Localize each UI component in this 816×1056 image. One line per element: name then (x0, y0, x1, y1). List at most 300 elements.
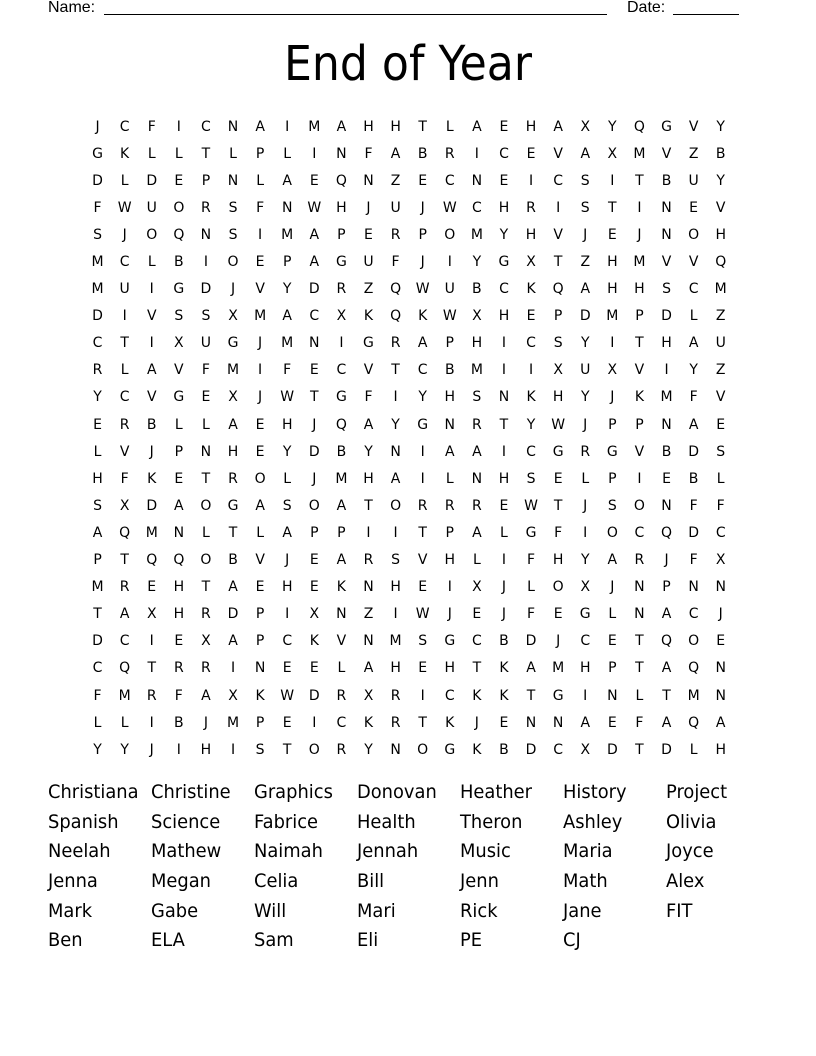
grid-cell[interactable]: I (610, 172, 615, 189)
grid-cell[interactable]: R (201, 199, 211, 216)
grid-cell[interactable]: Q (661, 524, 673, 541)
grid-cell[interactable]: V (688, 254, 699, 271)
grid-cell[interactable]: I (393, 389, 398, 406)
grid-cell[interactable]: P (255, 633, 265, 650)
grid-cell[interactable]: K (499, 687, 509, 704)
grid-cell[interactable]: I (230, 660, 236, 677)
grid-cell[interactable]: A (661, 660, 672, 677)
grid-cell[interactable]: D (308, 281, 320, 298)
grid-cell[interactable]: I (501, 335, 507, 352)
grid-cell[interactable]: I (149, 714, 154, 731)
grid-cell[interactable]: I (285, 118, 290, 135)
grid-cell[interactable]: T (635, 335, 644, 352)
grid-cell[interactable]: A (580, 145, 591, 162)
grid-cell[interactable]: A (92, 524, 103, 541)
grid-cell[interactable]: A (282, 172, 292, 189)
grid-cell[interactable]: W (415, 281, 430, 298)
grid-cell[interactable]: N (254, 660, 266, 677)
grid-cell[interactable]: M (606, 308, 619, 325)
grid-cell[interactable]: F (147, 118, 156, 135)
grid-cell[interactable]: J (285, 552, 290, 569)
grid-cell[interactable]: G (444, 741, 456, 758)
grid-cell[interactable]: E (255, 443, 265, 460)
grid-cell[interactable]: A (174, 497, 184, 514)
grid-cell[interactable]: B (417, 145, 428, 162)
grid-cell[interactable]: L (174, 416, 183, 433)
grid-cell[interactable]: N (336, 606, 347, 623)
grid-cell[interactable]: T (418, 118, 427, 135)
grid-cell[interactable]: H (390, 660, 401, 677)
grid-cell[interactable]: S (472, 389, 482, 406)
grid-cell[interactable]: E (716, 416, 726, 433)
grid-cell[interactable]: C (499, 281, 509, 298)
grid-cell[interactable]: A (228, 633, 238, 650)
grid-cell[interactable]: I (285, 606, 290, 623)
grid-cell[interactable]: L (527, 579, 535, 596)
name-blank-line[interactable] (104, 0, 607, 15)
grid-cell[interactable]: E (309, 579, 319, 596)
grid-cell[interactable]: O (390, 497, 402, 514)
grid-cell[interactable]: Y (391, 416, 400, 433)
grid-cell[interactable]: M (633, 254, 646, 271)
grid-cell[interactable]: E (607, 633, 617, 650)
grid-cell[interactable]: V (417, 552, 428, 569)
grid-cell[interactable]: Y (526, 416, 536, 433)
grid-cell[interactable]: J (501, 579, 507, 596)
grid-cell[interactable]: Z (688, 145, 699, 162)
grid-cell[interactable]: J (718, 606, 723, 623)
grid-cell[interactable]: T (418, 524, 427, 541)
grid-cell[interactable]: C (471, 633, 482, 650)
grid-cell[interactable]: B (174, 254, 184, 271)
grid-cell[interactable]: F (201, 362, 210, 379)
grid-cell[interactable]: W (307, 199, 322, 216)
grid-cell[interactable]: C (119, 633, 130, 650)
grid-cell[interactable]: I (339, 335, 344, 352)
grid-cell[interactable]: U (688, 172, 699, 189)
grid-cell[interactable]: L (689, 741, 698, 758)
grid-cell[interactable]: P (337, 226, 346, 243)
grid-cell[interactable]: H (525, 118, 537, 135)
grid-cell[interactable]: T (228, 524, 238, 541)
grid-cell[interactable]: T (201, 145, 211, 162)
grid-cell[interactable]: I (664, 362, 669, 379)
grid-cell[interactable]: R (336, 687, 347, 704)
grid-cell[interactable]: O (688, 226, 700, 243)
grid-cell[interactable]: G (498, 254, 510, 271)
grid-cell[interactable]: L (337, 660, 346, 677)
grid-cell[interactable]: L (472, 552, 481, 569)
grid-cell[interactable]: O (227, 254, 239, 271)
grid-cell[interactable]: C (444, 172, 455, 189)
grid-cell[interactable]: R (201, 660, 211, 677)
grid-cell[interactable]: B (336, 443, 347, 460)
grid-cell[interactable]: C (444, 687, 455, 704)
grid-cell[interactable]: L (120, 362, 129, 379)
grid-cell[interactable]: S (607, 497, 617, 514)
grid-cell[interactable]: S (580, 199, 590, 216)
grid-cell[interactable]: Y (608, 118, 617, 135)
grid-cell[interactable]: P (445, 524, 454, 541)
grid-cell[interactable]: R (92, 362, 103, 379)
grid-cell[interactable]: S (201, 308, 211, 325)
grid-cell[interactable]: M (226, 362, 240, 379)
grid-cell[interactable]: T (635, 741, 644, 758)
grid-cell[interactable]: X (526, 254, 536, 271)
grid-cell[interactable]: F (689, 497, 698, 514)
grid-cell[interactable]: S (228, 199, 238, 216)
grid-cell[interactable]: T (499, 416, 509, 433)
grid-cell[interactable]: I (203, 254, 208, 271)
grid-cell[interactable]: R (336, 741, 347, 758)
grid-cell[interactable]: O (633, 497, 645, 514)
grid-cell[interactable]: M (687, 687, 700, 704)
grid-cell[interactable]: K (472, 741, 482, 758)
grid-cell[interactable]: E (499, 172, 509, 189)
grid-cell[interactable]: M (118, 687, 131, 704)
grid-cell[interactable]: I (312, 145, 317, 162)
grid-cell[interactable]: M (226, 714, 240, 731)
grid-cell[interactable]: J (474, 714, 479, 731)
grid-cell[interactable]: U (119, 281, 130, 298)
grid-cell[interactable]: R (471, 497, 482, 514)
grid-cell[interactable]: Y (499, 226, 509, 243)
grid-cell[interactable]: T (608, 199, 617, 216)
grid-cell[interactable]: T (635, 633, 644, 650)
grid-cell[interactable]: N (688, 579, 699, 596)
grid-cell[interactable]: D (308, 443, 320, 460)
grid-cell[interactable]: R (390, 335, 401, 352)
grid-cell[interactable]: N (661, 226, 672, 243)
grid-cell[interactable]: A (363, 416, 374, 433)
grid-cell[interactable]: Y (93, 741, 102, 758)
grid-cell[interactable]: H (498, 199, 510, 216)
grid-cell[interactable]: S (391, 552, 401, 569)
grid-cell[interactable]: V (634, 362, 645, 379)
grid-cell[interactable]: H (579, 660, 591, 677)
grid-cell[interactable]: T (472, 660, 482, 677)
grid-cell[interactable]: F (527, 552, 536, 569)
grid-cell[interactable]: J (556, 633, 561, 650)
grid-cell[interactable]: D (308, 687, 320, 704)
grid-cell[interactable]: G (525, 524, 537, 541)
grid-cell[interactable]: Q (390, 308, 402, 325)
grid-cell[interactable]: O (308, 497, 320, 514)
grid-cell[interactable]: C (201, 118, 211, 135)
grid-cell[interactable]: E (607, 226, 617, 243)
grid-cell[interactable]: R (390, 226, 401, 243)
grid-cell[interactable]: H (661, 335, 672, 352)
grid-cell[interactable]: Q (119, 524, 131, 541)
grid-cell[interactable]: N (336, 145, 347, 162)
grid-cell[interactable]: P (282, 254, 292, 271)
grid-cell[interactable]: J (366, 199, 371, 216)
grid-cell[interactable]: M (470, 362, 483, 379)
grid-cell[interactable]: N (227, 172, 239, 189)
grid-cell[interactable]: H (227, 443, 239, 460)
grid-cell[interactable]: C (688, 281, 699, 298)
grid-cell[interactable]: W (442, 199, 457, 216)
grid-cell[interactable]: E (689, 199, 699, 216)
grid-cell[interactable]: H (715, 226, 726, 243)
grid-cell[interactable]: O (308, 741, 320, 758)
grid-cell[interactable]: N (715, 579, 726, 596)
grid-cell[interactable]: U (444, 281, 455, 298)
grid-cell[interactable]: N (471, 470, 483, 487)
grid-cell[interactable]: E (662, 470, 671, 487)
grid-cell[interactable]: X (309, 606, 320, 623)
date-blank-line[interactable] (673, 0, 739, 15)
grid-cell[interactable]: M (281, 335, 294, 352)
grid-cell[interactable]: T (526, 687, 536, 704)
grid-cell[interactable]: I (501, 443, 507, 460)
grid-cell[interactable]: T (201, 579, 211, 596)
grid-cell[interactable]: H (444, 389, 456, 406)
grid-cell[interactable]: M (91, 281, 104, 298)
grid-cell[interactable]: U (715, 335, 726, 352)
grid-cell[interactable]: V (553, 226, 563, 243)
grid-cell[interactable]: N (525, 714, 537, 731)
grid-cell[interactable]: K (634, 389, 645, 406)
grid-cell[interactable]: V (255, 552, 265, 569)
grid-cell[interactable]: J (583, 416, 588, 433)
grid-cell[interactable]: I (556, 199, 561, 216)
grid-cell[interactable]: E (472, 606, 482, 623)
grid-cell[interactable]: W (551, 416, 566, 433)
grid-cell[interactable]: T (553, 254, 563, 271)
grid-cell[interactable]: M (281, 226, 294, 243)
grid-cell[interactable]: M (714, 281, 727, 298)
grid-cell[interactable]: H (363, 118, 374, 135)
grid-cell[interactable]: L (635, 687, 644, 704)
grid-cell[interactable]: O (146, 226, 158, 243)
grid-cell[interactable]: F (256, 199, 265, 216)
grid-cell[interactable]: J (312, 470, 317, 487)
grid-cell[interactable]: C (309, 308, 320, 325)
grid-cell[interactable]: H (471, 335, 483, 352)
grid-cell[interactable]: Q (173, 226, 185, 243)
grid-cell[interactable]: G (552, 687, 564, 704)
grid-cell[interactable]: V (715, 199, 726, 216)
grid-cell[interactable]: Z (580, 254, 591, 271)
grid-cell[interactable]: O (688, 633, 700, 650)
grid-cell[interactable]: U (146, 199, 157, 216)
grid-cell[interactable]: A (607, 552, 618, 569)
grid-cell[interactable]: F (93, 199, 102, 216)
grid-cell[interactable]: B (661, 443, 672, 460)
grid-cell[interactable]: H (281, 416, 293, 433)
grid-cell[interactable]: M (308, 118, 321, 135)
grid-cell[interactable]: S (526, 470, 536, 487)
grid-cell[interactable]: A (309, 254, 320, 271)
grid-cell[interactable]: R (634, 552, 645, 569)
grid-cell[interactable]: I (176, 118, 181, 135)
grid-cell[interactable]: J (610, 389, 615, 406)
grid-cell[interactable]: T (147, 660, 157, 677)
grid-cell[interactable]: N (227, 118, 239, 135)
grid-cell[interactable]: F (716, 497, 725, 514)
grid-cell[interactable]: P (201, 172, 211, 189)
grid-cell[interactable]: Q (390, 281, 402, 298)
grid-cell[interactable]: L (147, 145, 156, 162)
grid-cell[interactable]: D (661, 741, 672, 758)
grid-cell[interactable]: I (258, 362, 263, 379)
grid-cell[interactable]: H (281, 579, 293, 596)
grid-cell[interactable]: I (366, 524, 371, 541)
grid-cell[interactable]: L (202, 416, 210, 433)
grid-cell[interactable]: C (92, 660, 103, 677)
grid-cell[interactable]: Y (282, 443, 292, 460)
grid-cell[interactable]: P (553, 308, 563, 325)
grid-cell[interactable]: Y (418, 389, 427, 406)
grid-cell[interactable]: P (418, 226, 427, 243)
grid-cell[interactable]: C (526, 335, 536, 352)
grid-cell[interactable]: T (120, 552, 129, 569)
grid-cell[interactable]: B (444, 362, 455, 379)
grid-cell[interactable]: Q (119, 660, 131, 677)
grid-cell[interactable]: I (583, 524, 588, 541)
grid-cell[interactable]: Z (363, 281, 374, 298)
grid-cell[interactable]: L (202, 524, 210, 541)
grid-cell[interactable]: C (417, 362, 428, 379)
grid-cell[interactable]: V (715, 389, 726, 406)
grid-cell[interactable]: U (580, 362, 591, 379)
grid-cell[interactable]: X (363, 687, 374, 704)
grid-cell[interactable]: G (661, 118, 672, 135)
grid-cell[interactable]: O (444, 226, 456, 243)
grid-cell[interactable]: L (283, 470, 292, 487)
grid-cell[interactable]: W (415, 606, 430, 623)
grid-cell[interactable]: E (255, 416, 265, 433)
grid-cell[interactable]: E (282, 714, 292, 731)
grid-cell[interactable]: W (524, 497, 538, 514)
grid-cell[interactable]: H (607, 281, 618, 298)
grid-cell[interactable]: Q (335, 172, 347, 189)
grid-cell[interactable]: X (146, 606, 157, 623)
grid-cell[interactable]: T (120, 335, 129, 352)
grid-cell[interactable]: M (389, 633, 402, 650)
grid-cell[interactable]: T (635, 660, 644, 677)
grid-cell[interactable]: W (117, 199, 132, 216)
grid-cell[interactable]: V (336, 633, 347, 650)
grid-cell[interactable]: N (200, 226, 212, 243)
grid-cell[interactable]: V (688, 118, 699, 135)
grid-cell[interactable]: N (661, 497, 672, 514)
grid-cell[interactable]: A (472, 443, 482, 460)
grid-cell[interactable]: T (553, 497, 563, 514)
grid-cell[interactable]: N (363, 579, 374, 596)
grid-cell[interactable]: H (336, 199, 347, 216)
grid-cell[interactable]: Q (715, 254, 727, 271)
grid-cell[interactable]: Y (716, 118, 725, 135)
grid-cell[interactable]: H (552, 389, 564, 406)
grid-cell[interactable]: L (689, 308, 698, 325)
grid-cell[interactable]: D (688, 443, 699, 460)
grid-cell[interactable]: L (174, 145, 183, 162)
grid-cell[interactable]: I (258, 226, 263, 243)
grid-cell[interactable]: W (280, 687, 295, 704)
grid-cell[interactable]: H (498, 308, 510, 325)
grid-cell[interactable]: Y (364, 443, 373, 460)
grid-cell[interactable]: D (227, 606, 239, 623)
grid-cell[interactable]: L (283, 145, 292, 162)
grid-cell[interactable]: N (363, 633, 374, 650)
grid-cell[interactable]: H (552, 552, 564, 569)
grid-cell[interactable]: M (145, 524, 158, 541)
grid-cell[interactable]: M (660, 389, 673, 406)
grid-cell[interactable]: R (228, 470, 238, 487)
grid-cell[interactable]: D (661, 308, 672, 325)
grid-cell[interactable]: T (418, 714, 427, 731)
grid-cell[interactable]: R (146, 687, 157, 704)
grid-cell[interactable]: C (715, 524, 726, 541)
grid-cell[interactable]: P (445, 335, 454, 352)
grid-cell[interactable]: K (526, 281, 536, 298)
grid-cell[interactable]: H (444, 660, 456, 677)
grid-cell[interactable]: L (716, 470, 725, 487)
grid-cell[interactable]: Y (580, 552, 590, 569)
grid-cell[interactable]: F (283, 362, 292, 379)
grid-cell[interactable]: X (228, 308, 238, 325)
grid-cell[interactable]: L (256, 524, 265, 541)
grid-cell[interactable]: G (579, 606, 591, 623)
grid-cell[interactable]: V (363, 362, 374, 379)
grid-cell[interactable]: N (309, 335, 320, 352)
grid-cell[interactable]: X (580, 118, 591, 135)
grid-cell[interactable]: T (364, 497, 373, 514)
grid-cell[interactable]: L (445, 118, 454, 135)
grid-cell[interactable]: Q (552, 281, 564, 298)
grid-cell[interactable]: C (553, 741, 564, 758)
grid-cell[interactable]: E (201, 389, 211, 406)
grid-cell[interactable]: I (637, 199, 642, 216)
grid-cell[interactable]: Y (689, 362, 698, 379)
grid-cell[interactable]: X (553, 362, 563, 379)
grid-cell[interactable]: I (176, 741, 181, 758)
grid-cell[interactable]: J (149, 741, 154, 758)
grid-cell[interactable]: D (579, 308, 591, 325)
grid-cell[interactable]: V (119, 443, 130, 460)
grid-cell[interactable]: Y (472, 254, 482, 271)
grid-cell[interactable]: E (309, 660, 319, 677)
grid-cell[interactable]: H (444, 552, 456, 569)
grid-cell[interactable]: J (420, 199, 425, 216)
grid-cell[interactable]: E (309, 172, 319, 189)
grid-cell[interactable]: B (499, 633, 509, 650)
grid-cell[interactable]: A (390, 145, 401, 162)
grid-cell[interactable]: C (119, 389, 130, 406)
grid-cell[interactable]: D (606, 741, 618, 758)
grid-cell[interactable]: D (525, 741, 537, 758)
grid-cell[interactable]: N (715, 687, 726, 704)
grid-cell[interactable]: B (146, 416, 157, 433)
grid-cell[interactable]: R (173, 660, 184, 677)
grid-cell[interactable]: A (472, 118, 482, 135)
grid-cell[interactable]: G (335, 389, 347, 406)
grid-cell[interactable]: Y (580, 389, 590, 406)
grid-cell[interactable]: X (715, 552, 726, 569)
grid-cell[interactable]: D (146, 497, 158, 514)
grid-cell[interactable]: D (200, 281, 212, 298)
grid-cell[interactable]: C (282, 633, 293, 650)
grid-cell[interactable]: J (420, 254, 425, 271)
grid-cell[interactable]: M (254, 308, 267, 325)
grid-cell[interactable]: I (637, 470, 642, 487)
grid-cell[interactable]: Q (146, 552, 158, 569)
grid-cell[interactable]: X (472, 308, 482, 325)
grid-cell[interactable]: F (554, 524, 563, 541)
grid-cell[interactable]: O (173, 199, 185, 216)
